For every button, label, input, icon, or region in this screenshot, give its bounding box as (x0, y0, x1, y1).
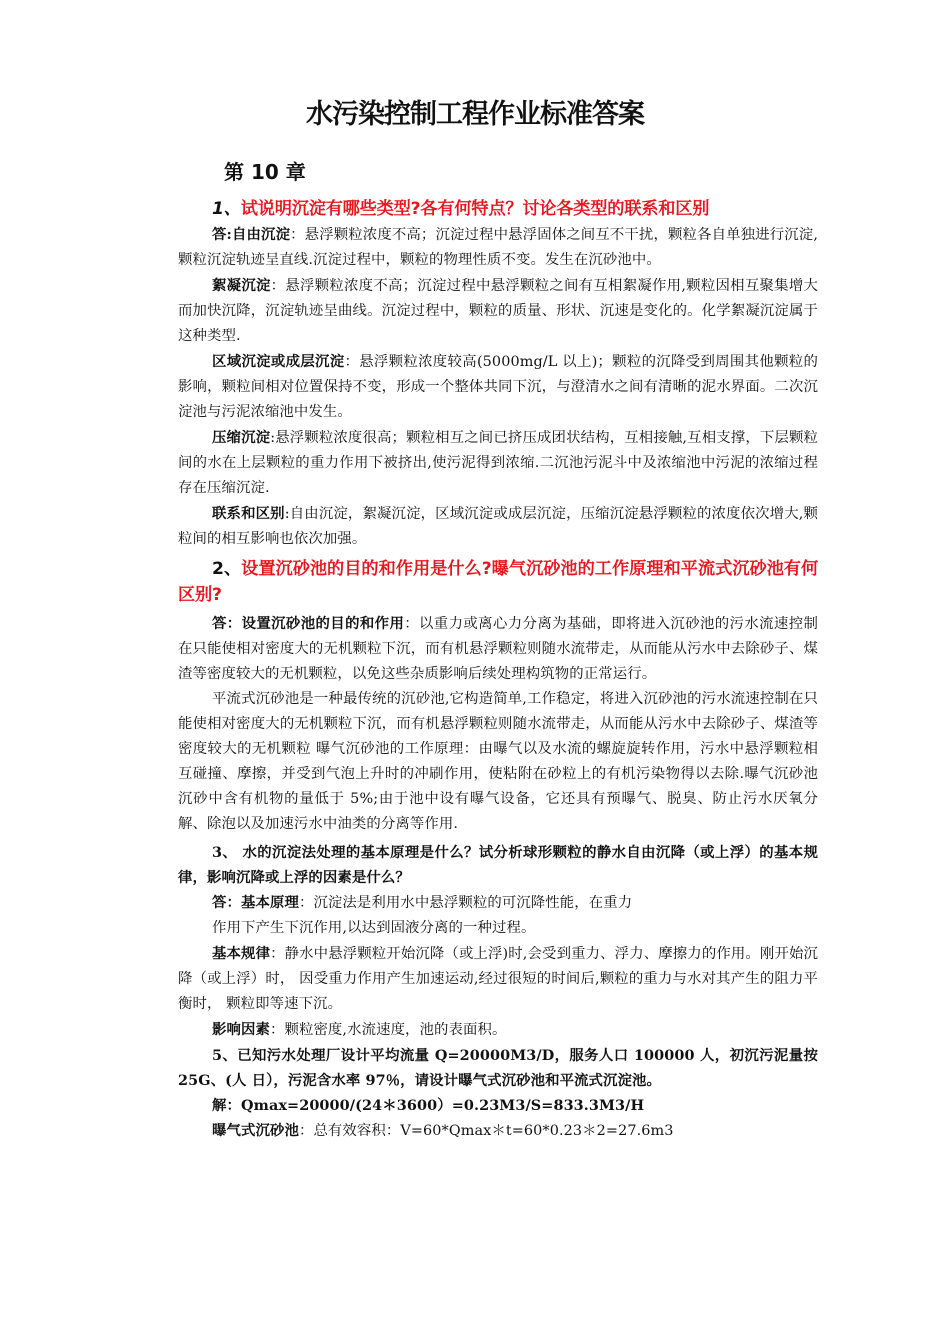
document-title: 水污染控制工程作业标准答案 (306, 99, 644, 130)
q1-answer-zone-settling: 区域沉淀或成层沉淀：悬浮颗粒浓度较高(5000mg/L 以上)；颗粒的沉降受到周围其他颗粒的影响，颗粒间相对位置保持不变，形成一个整体共同下沉，与澄清水之间有清晰的泥水界面。二次沉淀池与污泥浓缩池中发生。 (178, 353, 818, 420)
question-1: 1、试说明沉淀有哪些类型?各有何特点？讨论各类型的联系和区别 (212, 199, 710, 219)
chapter-heading: 第 10 章 (224, 160, 306, 184)
document-body (178, 196, 818, 1144)
question-2: 2、设置沉砂池的目的和作用是什么?曝气沉砂池的工作原理和平流式沉砂池有何区别? (178, 559, 818, 605)
q1-answer-free-settling: 答:自由沉淀：悬浮颗粒浓度不高；沉淀过程中悬浮固体之间互不干扰，颗粒各自单独进行沉淀, 颗粒沉淀轨迹呈直线.沉淀过程中，颗粒的物理性质不变。发生在沉砂池中。 (178, 226, 818, 268)
q1-answer-relation: 联系和区别:自由沉淀，絮凝沉淀，区域沉淀或成层沉淀，压缩沉淀悬浮颗粒的浓度依次增大,颗粒间的相互影响也依次加强。 (178, 505, 818, 547)
q2-answer-comparison: 平流式沉砂池是一种最传统的沉砂池,它构造简单,工作稳定，将进入沉砂池的污水流速控制在只能使相对密度大的无机颗粒下沉，而有机悬浮颗粒则随水流带走，从而能从污水中去除砂子、煤渣等密度较大的无机颗粒 曝气沉砂池的工作原理：由曝气以及水流的螺旋旋转作用，污水中悬浮颗粒相互碰撞、摩擦，并受到气泡上升时的冲刷作用，使粘附在砂粒上的有机污染物得以去除.曝气沉砂池沉砂中含有机物的量低于 5%;由于池中设有曝气设备，它还具有预曝气、脱臭、防止污水厌氧分解、除泡以及加速污水中油类的分离等作用. (178, 691, 818, 832)
q3-answer-principle: 答：基本原理：沉淀法是利用水中悬浮颗粒的可沉降性能，在重力 (212, 894, 633, 911)
q5-solution-aerated-grit: 曝气式沉砂池：总有效容积：V=60*Qmax＊t=60*0.23＊2=27.6m3 (212, 1122, 674, 1139)
q3-answer-principle-cont: 作用下产生下沉作用,以达到固液分离的一种过程。 (212, 920, 536, 936)
q5-solution-qmax: 解：Qmax=20000/(24＊3600）=0.23M3/S=833.3M3/H (212, 1097, 645, 1114)
question-5: 5、已知污水处理厂设计平均流量 Q=20000M3/D，服务人口 100000 人，初沉污泥量按 25G、(人 日），污泥含水率 97％，请设计曝气式沉砂池和平流式沉淀池。 (178, 1047, 818, 1089)
q1-answer-flocculent-settling: 絮凝沉淀：悬浮颗粒浓度不高；沉淀过程中悬浮颗粒之间有互相絮凝作用,颗粒因相互聚集增大而加快沉降，沉淀轨迹呈曲线。沉淀过程中，颗粒的质量、形状、沉速是变化的。化学絮凝沉淀属于这种类型. (178, 277, 818, 344)
q2-answer-purpose: 答：设置沉砂池的目的和作用：以重力或离心力分离为基础，即将进入沉砂池的污水流速控制在只能使相对密度大的无机颗粒下沉，而有机悬浮颗粒则随水流带走，从而能从污水中去除砂子、煤渣等密度较大的无机颗粒，以免这些杂质影响后续处理构筑物的正常运行。 (178, 615, 818, 682)
question-3: 3、 水的沉淀法处理的基本原理是什么？试分析球形颗粒的静水自由沉降（或上浮）的基本规律，影响沉降或上浮的因素是什么？ (178, 844, 818, 886)
q1-answer-compression-settling: 压缩沉淀:悬浮颗粒浓度很高；颗粒相互之间已挤压成团状结构，互相接触,互相支撑，下层颗粒间的水在上层颗粒的重力作用下被挤出,使污泥得到浓缩.二沉池污泥斗中及浓缩池中污泥的浓缩过程存在压缩沉淀. (178, 429, 819, 496)
q3-answer-factors: 影响因素：颗粒密度,水流速度，池的表面积。 (212, 1021, 507, 1038)
q3-answer-rules: 基本规律：静水中悬浮颗粒开始沉降（或上浮)时,会受到重力、浮力、摩擦力的作用。刚开始沉降（或上浮）时， 因受重力作用产生加速运动,经过很短的时间后,颗粒的重力与水对其产生的阻力平衡时， 颗粒即等速下沉。 (178, 945, 818, 1012)
